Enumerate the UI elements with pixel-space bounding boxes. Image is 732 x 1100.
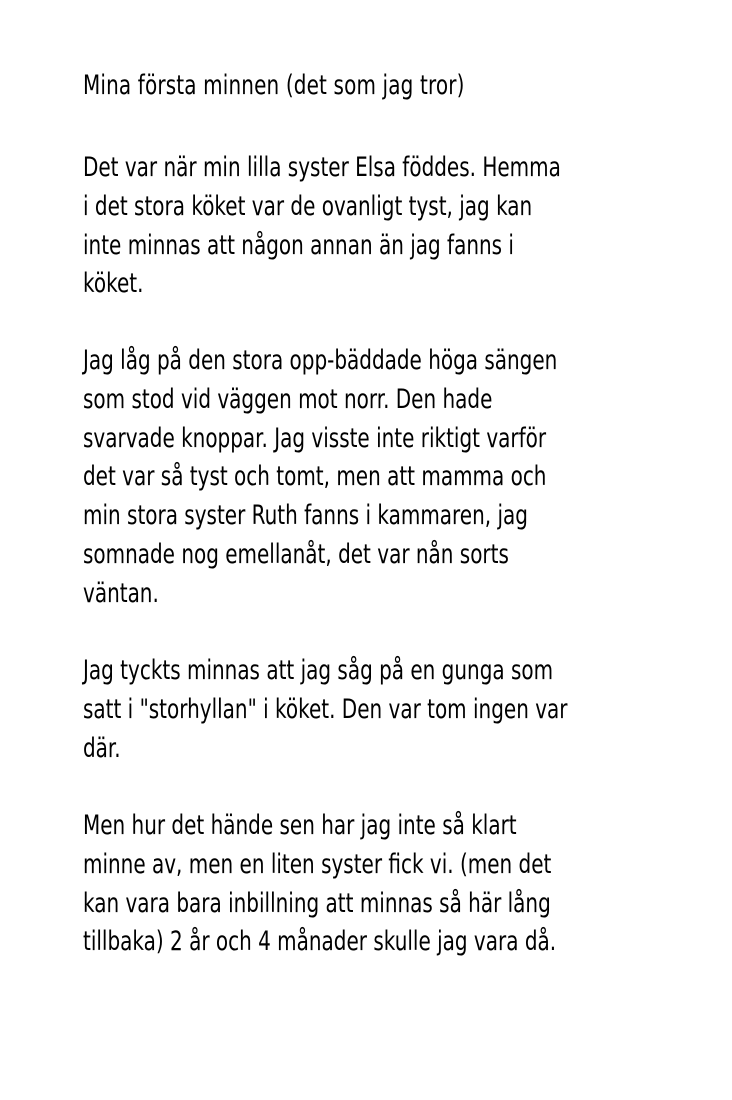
paragraph-3 [83,652,567,768]
document-title: Mina första minnen (det som jag tror) [83,70,465,101]
paragraph-1 [83,149,561,304]
text-line: svarvade knoppar. Jag visste inte riktigt varför [83,422,547,454]
text-line: minne av, men en liten syster fick vi. (men det [83,848,552,880]
text-line: somnade nog emellanåt, det var nån sorts [83,538,509,570]
text-line: Det var när min lilla syster Elsa föddes. Hemma [83,152,561,183]
text-line: Jag tyckts minnas att jag såg på en gunga som [83,655,554,686]
text-line: väntan. [83,577,159,609]
text-line: i det stora köket var de ovanligt tyst, jag kan [83,190,533,222]
text-line: det var så tyst och tomt, men att mamma och [83,461,547,493]
text-line: köket. [83,268,144,300]
text-line: tillbaka) 2 år och 4 månader skulle jag vara då. [83,926,557,958]
text-line: Men hur det hände sen har jag inte så klart [83,810,517,841]
text-line: satt i "storhyllan" i köket. Den var tom ingen var [83,693,568,725]
text-line: som stod vid väggen mot norr. Den hade [83,383,493,415]
text-line: Jag låg på den stora opp-bäddade höga sängen [83,345,558,376]
text-line: inte minnas att någon annan än jag fanns i [83,229,514,261]
text-line: min stora syster Ruth fanns i kammaren, jag [83,500,528,532]
text-line: kan vara bara inbillning att minnas så här lång [83,887,551,919]
paragraph-2 [83,342,557,614]
paragraph-4 [83,807,556,962]
text-line: där. [83,732,121,764]
